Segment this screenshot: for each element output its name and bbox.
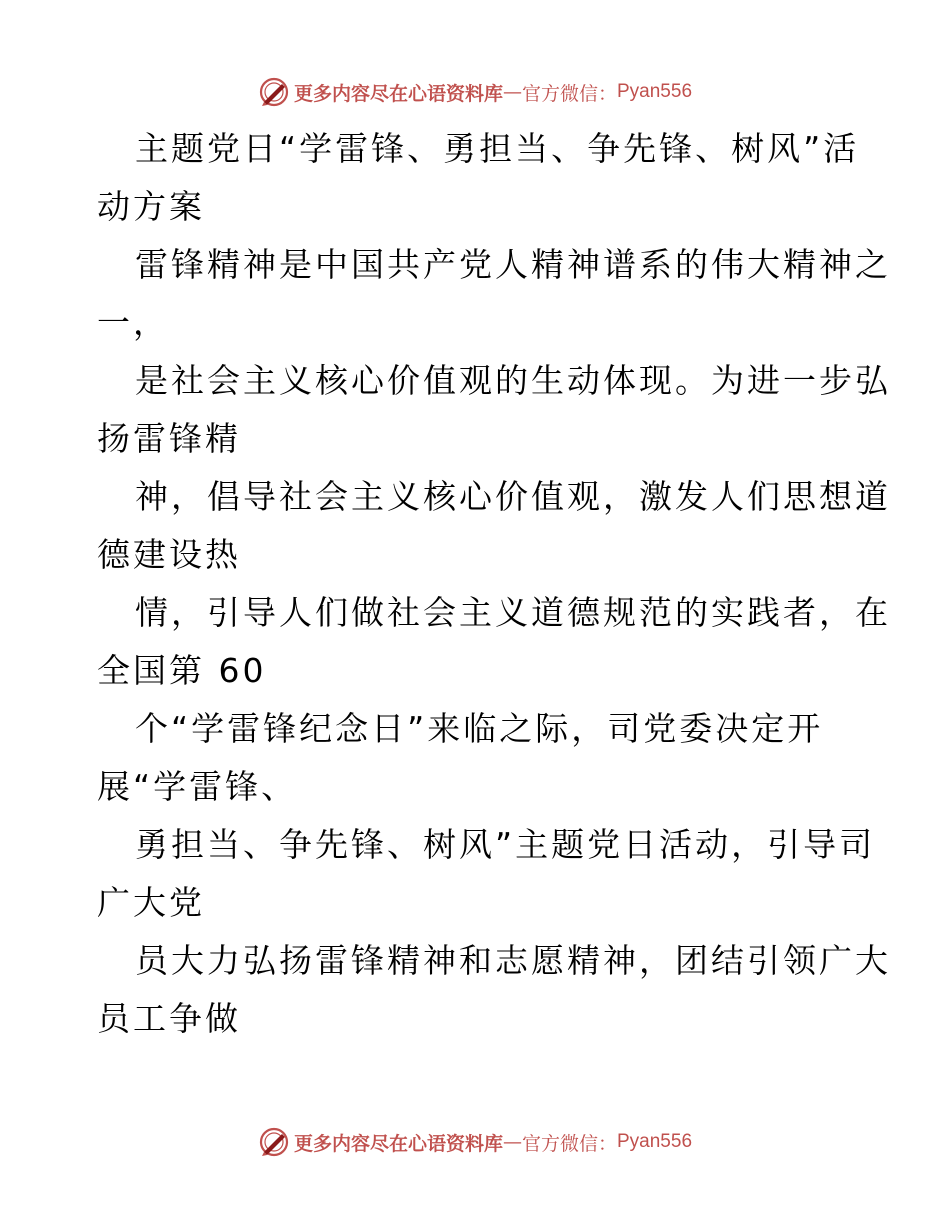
- document-line: 德建设热: [97, 535, 241, 574]
- document-line: 雷锋精神是中国共产党人精神谱系的伟大精神之: [135, 245, 891, 284]
- pen-logo-icon: [258, 1126, 290, 1158]
- document-line: 神，倡导社会主义核心价值观，激发人们思想道: [135, 477, 891, 516]
- document-line: 员工争做: [97, 999, 241, 1038]
- document-line: 全国第 60: [97, 651, 267, 690]
- pen-logo-icon: [258, 76, 290, 108]
- document-line: 个“学雷锋纪念日”来临之际，司党委决定开: [135, 709, 824, 748]
- document-line: 是社会主义核心价值观的生动体现。为进一步弘: [135, 361, 891, 400]
- document-line: 员大力弘扬雷锋精神和志愿精神，团结引领广大: [135, 941, 891, 980]
- banner-dash: —: [502, 1131, 522, 1153]
- document-line: 情，引导人们做社会主义道德规范的实践者，在: [135, 593, 891, 632]
- banner-wechat-id: Pyan556: [617, 1131, 693, 1152]
- document-line: 勇担当、争先锋、树风”主题党日活动，引导司: [135, 825, 876, 864]
- banner-dash: —: [502, 81, 522, 103]
- banner-wechat-label: 官方微信：: [521, 82, 617, 105]
- banner-wechat-id: Pyan556: [617, 81, 693, 102]
- banner-brand-text: 更多内容尽在心语资料库: [293, 82, 503, 105]
- document-line: 广大党: [97, 883, 205, 922]
- document-line: 主题党日“学雷锋、勇担当、争先锋、树风”活: [135, 129, 860, 168]
- document-line: 动方案: [97, 187, 205, 226]
- document-line: 扬雷锋精: [97, 419, 241, 458]
- document-body: [97, 120, 891, 1048]
- document-line: 一，: [97, 303, 169, 342]
- banner-brand-text: 更多内容尽在心语资料库: [293, 1132, 503, 1155]
- document-line: 展“学雷锋、: [97, 767, 298, 806]
- banner-wechat-label: 官方微信：: [521, 1132, 617, 1155]
- header-banner: [0, 72, 950, 112]
- footer-banner: [0, 1122, 950, 1162]
